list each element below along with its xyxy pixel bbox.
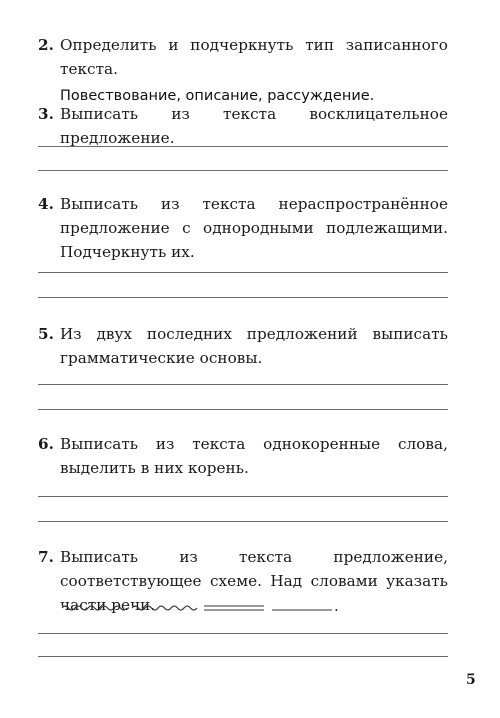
task-2-answer-options: Повествование, описание, рассуждение. [60,88,375,104]
task-4-number: 4. [38,195,54,213]
task-5 [38,322,448,370]
task-7-answer-line[interactable] [38,633,448,634]
task-5-answer-line[interactable] [38,384,448,385]
task-2-number: 2. [38,36,54,54]
task-5-answer-line[interactable] [38,409,448,410]
task-4 [38,192,448,264]
task-3-number: 3. [38,105,54,123]
task-6-number: 6. [38,435,54,453]
task-3-answer-line[interactable] [38,146,448,147]
scheme-period: . [334,597,339,615]
task-4-text: Выписать из текста нераспространённое предложение с однородными подлежащими. Подчеркнуть их. [60,195,448,261]
task-4-answer-line[interactable] [38,297,448,298]
scheme-wavy-line-2 [132,606,197,610]
task-4-answer-line[interactable] [38,272,448,273]
task-6-answer-line[interactable] [38,521,448,522]
sentence-scheme [60,594,360,618]
task-4-instruction [38,192,448,264]
task-3-text: Выписать из текста восклицательное предложение. [60,105,448,147]
task-3 [38,102,448,150]
task-2 [38,33,448,107]
task-2-instruction [38,33,448,81]
task-3-answer-line[interactable] [38,170,448,171]
scheme-wavy-line-1 [62,606,127,610]
task-2-text: Определить и подчеркнуть тип записанного текста. [60,36,448,78]
page-number: 5 [466,672,476,688]
task-5-number: 5. [38,325,54,343]
task-7-number: 7. [38,548,54,566]
task-7-text: Выписать из текста предложение, соответствующее схеме. Над словами указать части речи. [60,548,448,614]
task-3-instruction [38,102,448,150]
task-5-text: Из двух последних предложений выписать грамматические основы. [60,325,448,367]
task-6-answer-line[interactable] [38,496,448,497]
task-6 [38,432,448,480]
task-6-text: Выписать из текста однокоренные слова, выделить в них корень. [60,435,448,477]
task-6-instruction [38,432,448,480]
task-5-instruction [38,322,448,370]
task-7-answer-line[interactable] [38,656,448,657]
